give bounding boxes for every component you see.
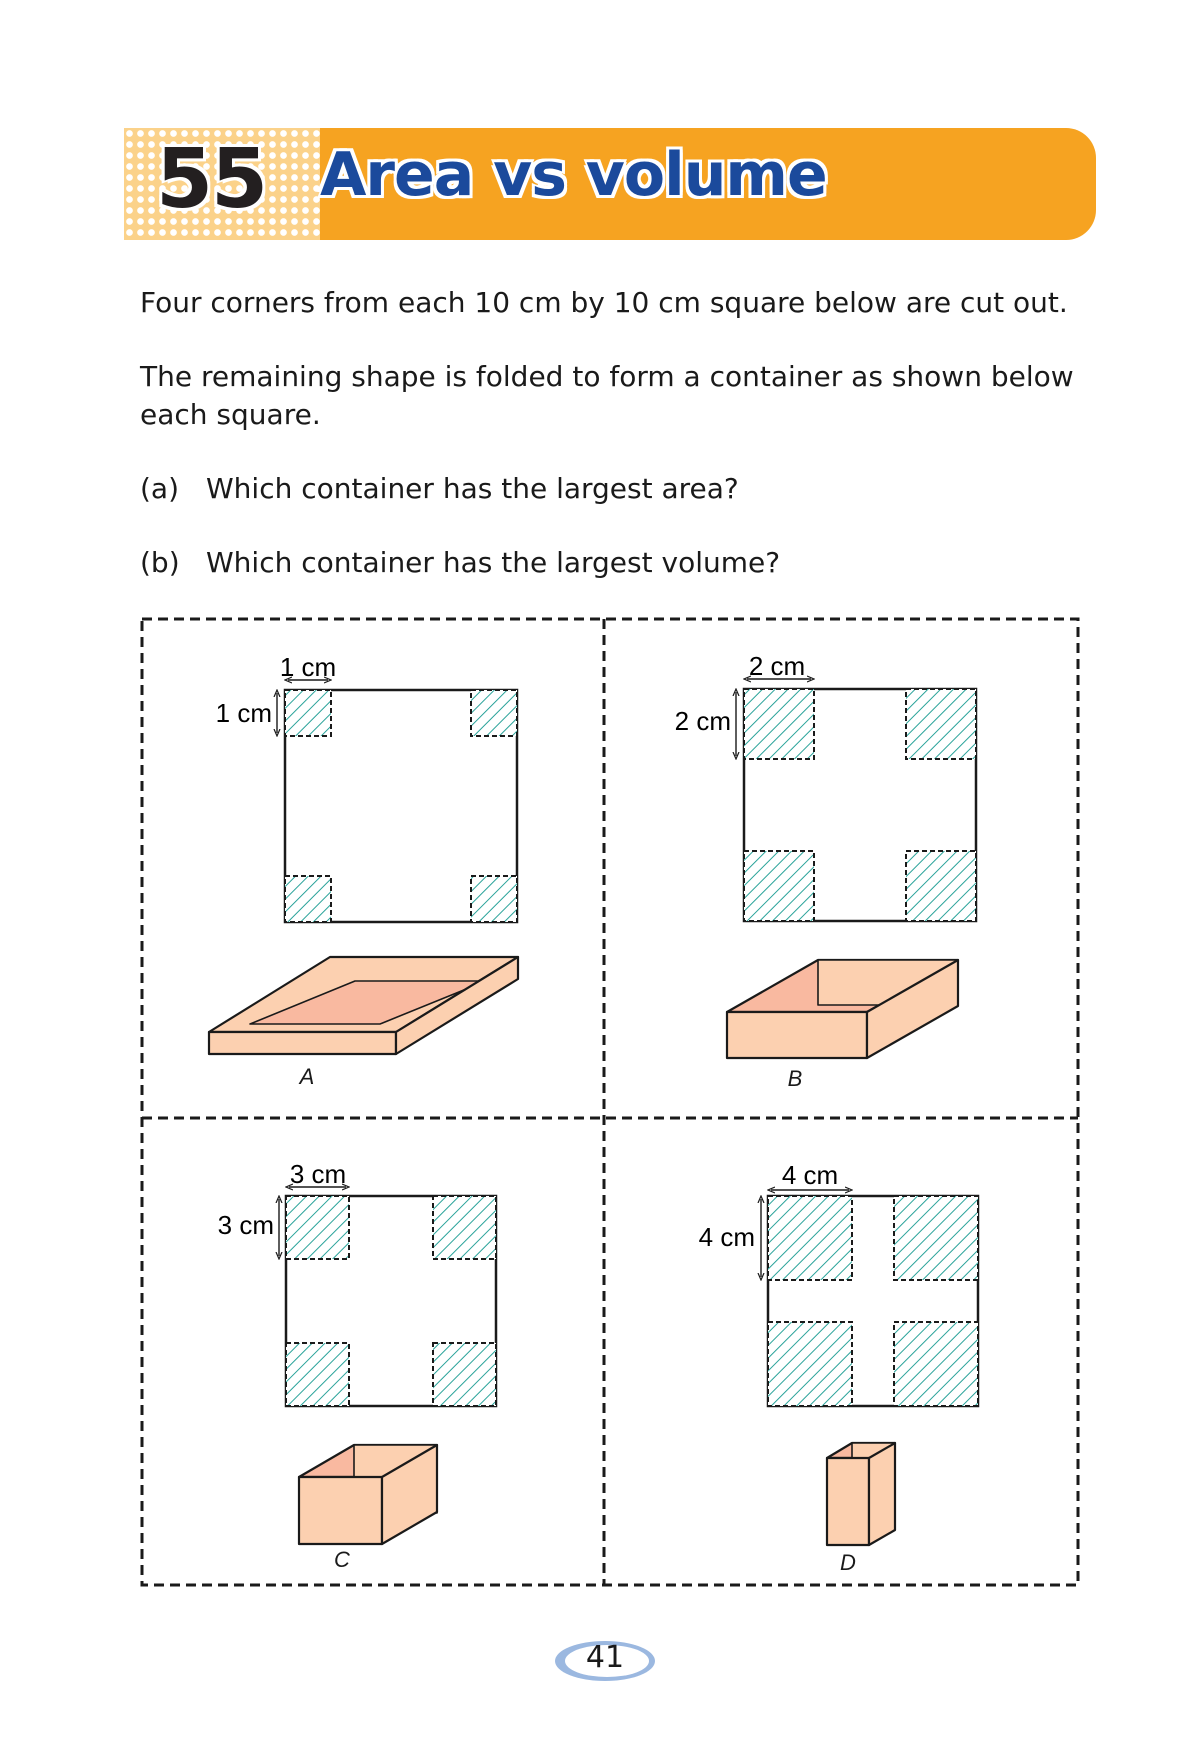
container-label-c: C [334, 1547, 350, 1572]
question-b-label: (b) [140, 546, 180, 579]
container-label-d: D [840, 1550, 856, 1575]
chapter-title: Area vs volume [320, 140, 827, 210]
page-number: 41 [585, 1640, 625, 1675]
question-a-text: Which container has the largest area? [206, 472, 739, 505]
cut-label-side-c: 3 cm [217, 1210, 274, 1240]
figure-c [218, 1159, 496, 1572]
figure-b [675, 651, 976, 1091]
figure-d [699, 1160, 978, 1575]
cut-label-top-d: 4 cm [781, 1160, 839, 1190]
figure-a [209, 652, 518, 1089]
net-square-a [216, 652, 517, 922]
cut-label-side-d: 4 cm [698, 1222, 755, 1252]
question-a-label: (a) [140, 472, 180, 505]
chapter-number: 55 [156, 132, 267, 227]
net-square-d [699, 1160, 978, 1406]
cut-label-top-c: 3 cm [289, 1159, 347, 1189]
intro-line-1: Four corners from each 10 cm by 10 cm square below are cut out. [140, 286, 1068, 319]
container-label-b: B [787, 1066, 803, 1091]
intro-line-2: The remaining shape is folded to form a container as shown below each square. [140, 360, 1074, 431]
cut-label-side-b: 2 cm [674, 706, 731, 736]
container-c [299, 1445, 437, 1572]
container-b [727, 960, 958, 1091]
cut-label-top-b: 2 cm [748, 651, 806, 681]
container-a [209, 957, 518, 1089]
cut-label-side-a: 1 cm [215, 698, 272, 728]
cut-label-top-a: 1 cm [279, 652, 337, 682]
question-b-text: Which container has the largest volume? [206, 546, 781, 579]
container-d [827, 1443, 895, 1575]
container-label-a: A [299, 1064, 315, 1089]
net-square-b [675, 651, 976, 921]
net-square-c [218, 1159, 496, 1406]
